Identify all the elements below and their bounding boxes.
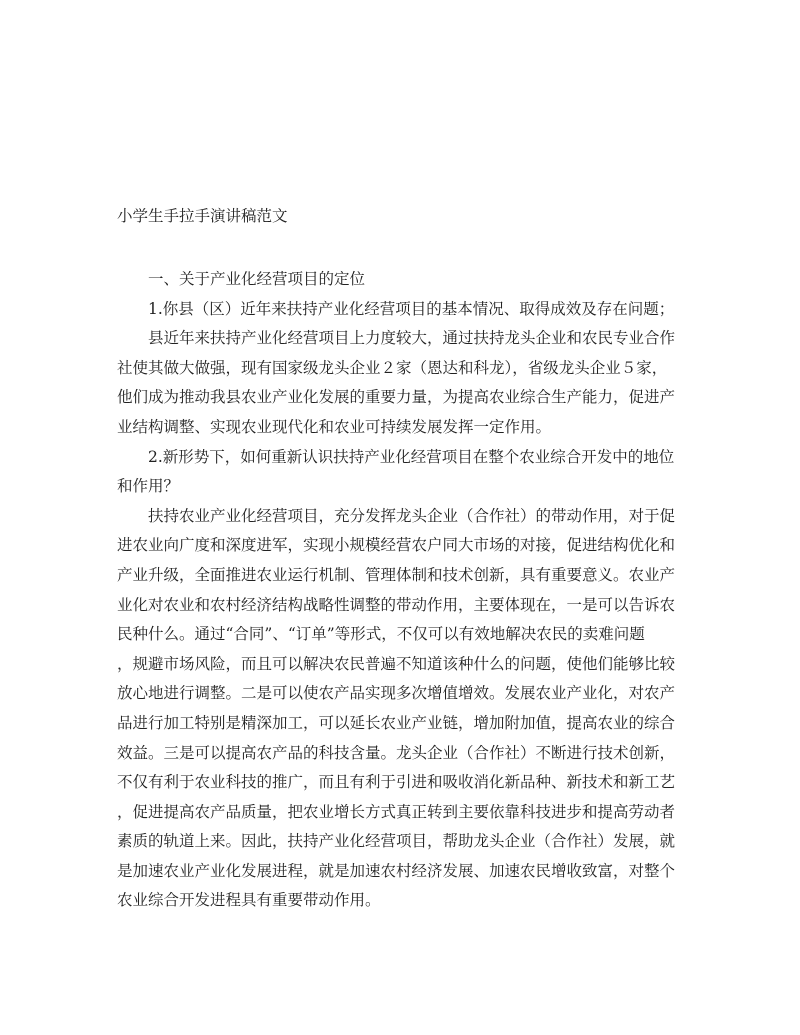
paragraph-line: 一、关于产业化经营项目的定位 [148,270,366,288]
paragraph-line: 不仅有利于农业科技的推广，而且有利于引进和吸收消化新品种、新技术和新工艺 [117,773,676,792]
paragraph-line: 农业综合开发进程具有重要带动作用。 [117,891,381,910]
paragraph-line: 素质的轨道上来。因此，扶持产业化经营项目，帮助龙头企业（合作社）发展，就 [117,832,676,851]
paragraph-line: 业化对农业和农村经济结构战略性调整的带动作用，主要体现在，一是可以告诉农 [117,595,676,614]
paragraph-line: 1.你县（区）近年来扶持产业化经营项目的基本情况、取得成效及存在问题； [148,299,675,318]
section-heading [117,265,687,295]
paragraph-line: ，促进提高农产品质量，把农业增长方式真正转到主要依靠科技进步和提高劳动者 [117,802,676,821]
question-2 [117,443,687,502]
paragraph-line: 民种什么。通过“合同”、“订单”等形式，不仅可以有效地解决农民的卖难问题 [117,625,645,644]
paragraph-line: 品进行加工特别是精深加工，可以延长农业产业链，增加附加值，提高农业的综合 [117,713,676,732]
document-title: 小学生手拉手演讲稿范文 [117,207,288,225]
answer-1-paragraph [117,324,687,442]
question-1 [117,295,687,325]
paragraph-line: 2.新形势下，如何重新认识扶持产业化经营项目在整个农业综合开发中的地位 [148,447,675,466]
paragraph-line: 他们成为推动我县农业产业化发展的重要力量，为提高农业综合生产能力，促进产 [117,388,676,407]
paragraph-line: 扶持农业产业化经营项目，充分发挥龙头企业（合作社）的带动作用，对于促 [148,506,676,525]
paragraph-line: 放心地进行调整。二是可以使农产品实现多次增值增效。发展农业产业化，对农产 [117,684,676,703]
paragraph-line: 产业升级，全面推进农业运行机制、管理体制和技术创新，具有重要意义。农业产 [117,565,676,584]
paragraph-line: 县近年来扶持产业化经营项目上力度较大，通过扶持龙头企业和农民专业合作 [148,329,676,348]
paragraph-line: 业结构调整、实现农业现代化和农业可持续发展发挥一定作用。 [117,417,552,436]
paragraph-line: 进农业向广度和深度进军，实现小规模经营农户同大市场的对接，促进结构优化和 [117,536,676,555]
paragraph-line: 社使其做大做强，现有国家级龙头企业２家（恩达和科龙），省级龙头企业５家， [117,358,668,377]
paragraph-line: 效益。三是可以提高农产品的科技含量。龙头企业（合作社）不断进行技术创新， [117,743,676,762]
paragraph-line: ，规避市场风险，而且可以解决农民普遍不知道该种什么的问题，使他们能够比较 [117,654,676,673]
paragraph-line: 是加速农业产业化发展进程，就是加速农村经济发展、加速农民增收致富，对整个 [117,861,676,880]
paragraph-line: 和作用？ [117,477,180,496]
document-body [117,265,687,916]
answer-2-paragraph [117,502,687,916]
